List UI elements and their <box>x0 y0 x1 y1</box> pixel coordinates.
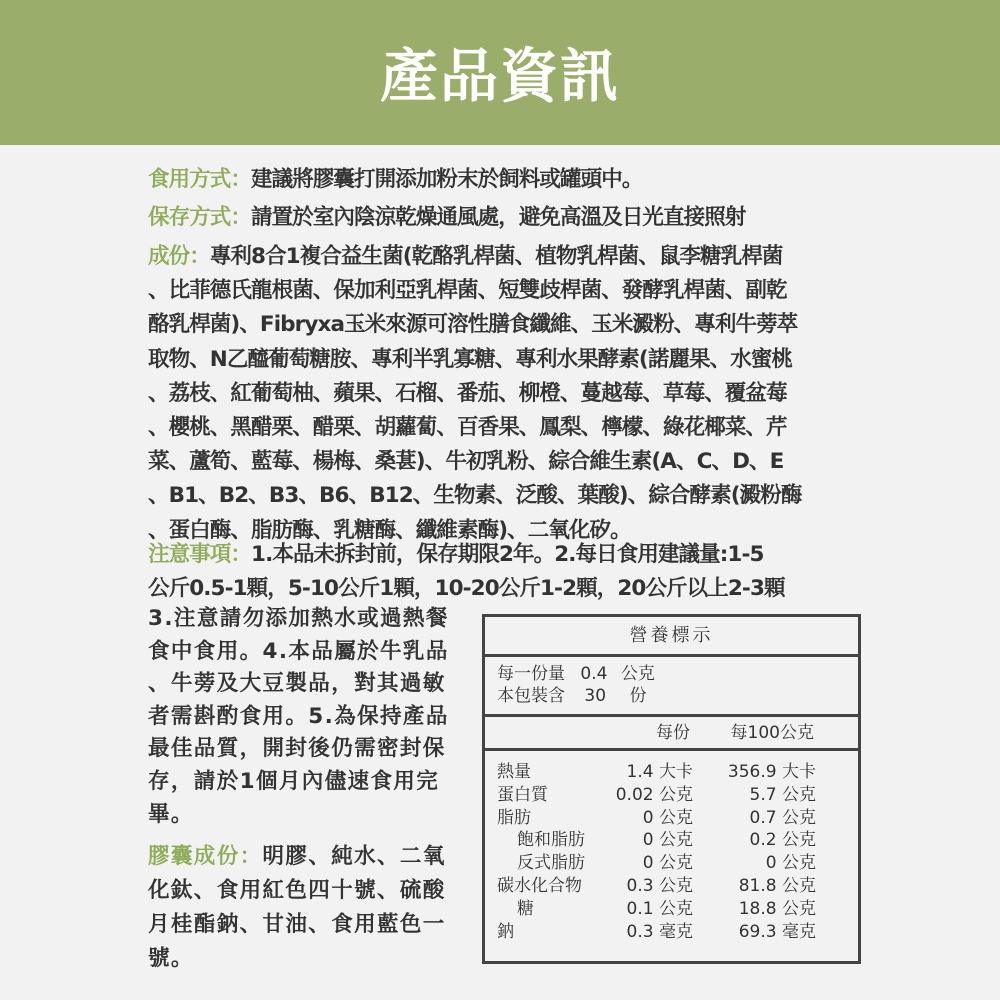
nutrient-name: 飽和脂肪 <box>517 830 585 851</box>
storage-text: 請置於室內陰涼乾燥通風處，避免高溫及日光直接照射 <box>251 205 746 230</box>
nutrient-name: 反式脂肪 <box>517 853 585 874</box>
notes-line: 食中食用。4.本品屬於牛乳品 <box>148 638 449 664</box>
capsule-line: 化鈦、食用紅色四十號、硫酸 <box>148 878 446 903</box>
nutrient-name: 鈉 <box>497 921 514 942</box>
per-100g-value: 69.3 毫克 <box>738 921 816 942</box>
capsule-label: 膠囊成份： <box>148 844 263 869</box>
per-serving-value: 0 公克 <box>642 830 693 851</box>
per-serving-value: 0.3 毫克 <box>626 921 693 942</box>
serving-size-row <box>497 663 858 685</box>
nutrition-rows <box>485 751 858 943</box>
ingredients-line: 酪乳桿菌)、Fibryxa玉米來源可溶性膳食纖維、玉米澱粉、專利牛蒡萃 <box>148 312 798 338</box>
per-100g-value: 0.2 公克 <box>749 830 816 851</box>
capsule-text: 明膠、純水、二氧 <box>262 844 446 869</box>
ingredients-line: 取物、N乙醯葡萄糖胺、專利半乳寡糖、專利水果酵素(諾麗果、水蜜桃 <box>148 346 793 372</box>
serving-info <box>485 657 858 717</box>
per-serving-value: 0.02 公克 <box>615 784 693 805</box>
capsule-line <box>148 840 470 874</box>
nutrition-row <box>485 761 858 784</box>
nutrition-row <box>485 898 858 921</box>
notes-line: 存，請於1個月內儘速食用完 <box>148 768 440 794</box>
serving-size-label: 每一份量 <box>497 664 565 684</box>
per-100g-value: 356.9 大卡 <box>727 762 816 782</box>
usage-section <box>148 163 642 197</box>
nutrient-name: 糖 <box>517 898 534 919</box>
notes-line: 畢。 <box>148 801 194 827</box>
ingredients-line: 菜、蘆筍、藍莓、楊梅、桑葚)、牛初乳粉、綜合維生素(A、C、D、E <box>148 449 784 475</box>
nutrition-row <box>485 852 858 875</box>
servings-value: 30 <box>584 686 607 706</box>
per-serving-value: 0.3 公克 <box>626 875 693 896</box>
per-serving-value: 0 公克 <box>642 807 693 828</box>
per-100g-value: 81.8 公克 <box>738 875 816 896</box>
nutrition-facts-table <box>482 614 861 964</box>
capsule-section <box>148 840 470 976</box>
capsule-line: 號。 <box>148 946 194 971</box>
per-100g-value: 0.7 公克 <box>749 807 816 828</box>
notes-line: 、牛蒡及大豆製品，對其過敏 <box>148 671 446 697</box>
ingredients-section <box>148 240 860 548</box>
nutrient-name: 脂肪 <box>497 807 531 828</box>
col-per-serving: 每份 <box>656 723 690 743</box>
nutrition-row <box>485 829 858 852</box>
nutrient-name: 蛋白質 <box>497 784 548 805</box>
capsule-line: 月桂酯鈉、甘油、食用藍色一 <box>148 912 446 937</box>
usage-text: 建議將膠囊打開添加粉末於飼料或罐頭中。 <box>251 167 643 192</box>
nutrition-title: 營養標示 <box>485 617 858 657</box>
ingredients-line: 、B1、B2、B3、B6、B12、生物素、泛酸、葉酸)、綜合酵素(澱粉酶 <box>148 483 802 509</box>
notes-line <box>148 538 860 572</box>
ingredients-line: 、荔枝、紅葡萄柚、蘋果、石榴、番茄、柳橙、蔓越莓、草莓、覆盆莓 <box>148 380 787 406</box>
ingredients-label: 成份： <box>148 244 210 269</box>
notes-continued <box>148 603 470 831</box>
usage-label: 食用方式： <box>148 167 252 192</box>
notes-text: 1.本品未拆封前，保存期限2年。2.每日食用建議量:1-5 <box>251 542 764 567</box>
nutrition-row <box>485 807 858 830</box>
notes-line: 最佳品質，開封後仍需密封保 <box>148 736 446 762</box>
per-serving-value: 0 公克 <box>642 853 693 874</box>
per-serving-value: 0.1 公克 <box>626 898 693 919</box>
serving-size-value: 0.4 <box>580 664 608 684</box>
serving-size-unit: 公克 <box>620 664 655 684</box>
nutrient-name: 碳水化合物 <box>497 875 582 896</box>
nutrition-row <box>485 875 858 898</box>
ingredients-line <box>148 240 860 274</box>
header-banner <box>0 0 1000 145</box>
per-serving-value: 1.4 大卡 <box>626 762 693 782</box>
col-per-100g: 每100公克 <box>730 723 814 743</box>
storage-label: 保存方式： <box>148 205 252 230</box>
notes-line: 公斤0.5-1顆，5-10公斤1顆，10-20公斤1-2顆，20公斤以上2-3顆 <box>148 576 785 602</box>
per-100g-value: 5.7 公克 <box>749 784 816 805</box>
ingredients-text: 專利8合1複合益生菌(乾酪乳桿菌、植物乳桿菌、鼠李糖乳桿菌 <box>209 244 783 269</box>
per-100g-value: 18.8 公克 <box>738 898 816 919</box>
nutrient-name: 熱量 <box>497 762 531 782</box>
notes-line: 者需斟酌食用。5.為保持產品 <box>148 703 449 729</box>
notes-line: 3.注意請勿添加熱水或過熱餐 <box>148 606 449 631</box>
ingredients-line: 、蛋白酶、脂肪酶、乳糖酶、纖維素酶)、二氧化矽。 <box>148 517 631 543</box>
page-title: 產品資訊 <box>379 41 620 110</box>
servings-unit: 份 <box>629 686 647 706</box>
nutrition-row <box>485 921 858 944</box>
notes-label: 注意事項： <box>148 542 252 567</box>
notes-section <box>148 538 860 606</box>
servings-per-package-row <box>497 685 858 707</box>
ingredients-line: 、櫻桃、黑醋栗、醋栗、胡蘿蔔、百香果、鳳梨、檸檬、綠花椰菜、芹 <box>148 415 787 441</box>
per-100g-value: 0 公克 <box>765 853 816 874</box>
servings-label: 本包裝含 <box>497 686 565 706</box>
storage-section <box>148 201 745 235</box>
ingredients-line: 、比菲德氏龍根菌、保加利亞乳桿菌、短雙歧桿菌、發酵乳桿菌、副乾 <box>148 278 787 304</box>
nutrition-column-headers <box>485 717 858 751</box>
nutrition-row <box>485 784 858 807</box>
